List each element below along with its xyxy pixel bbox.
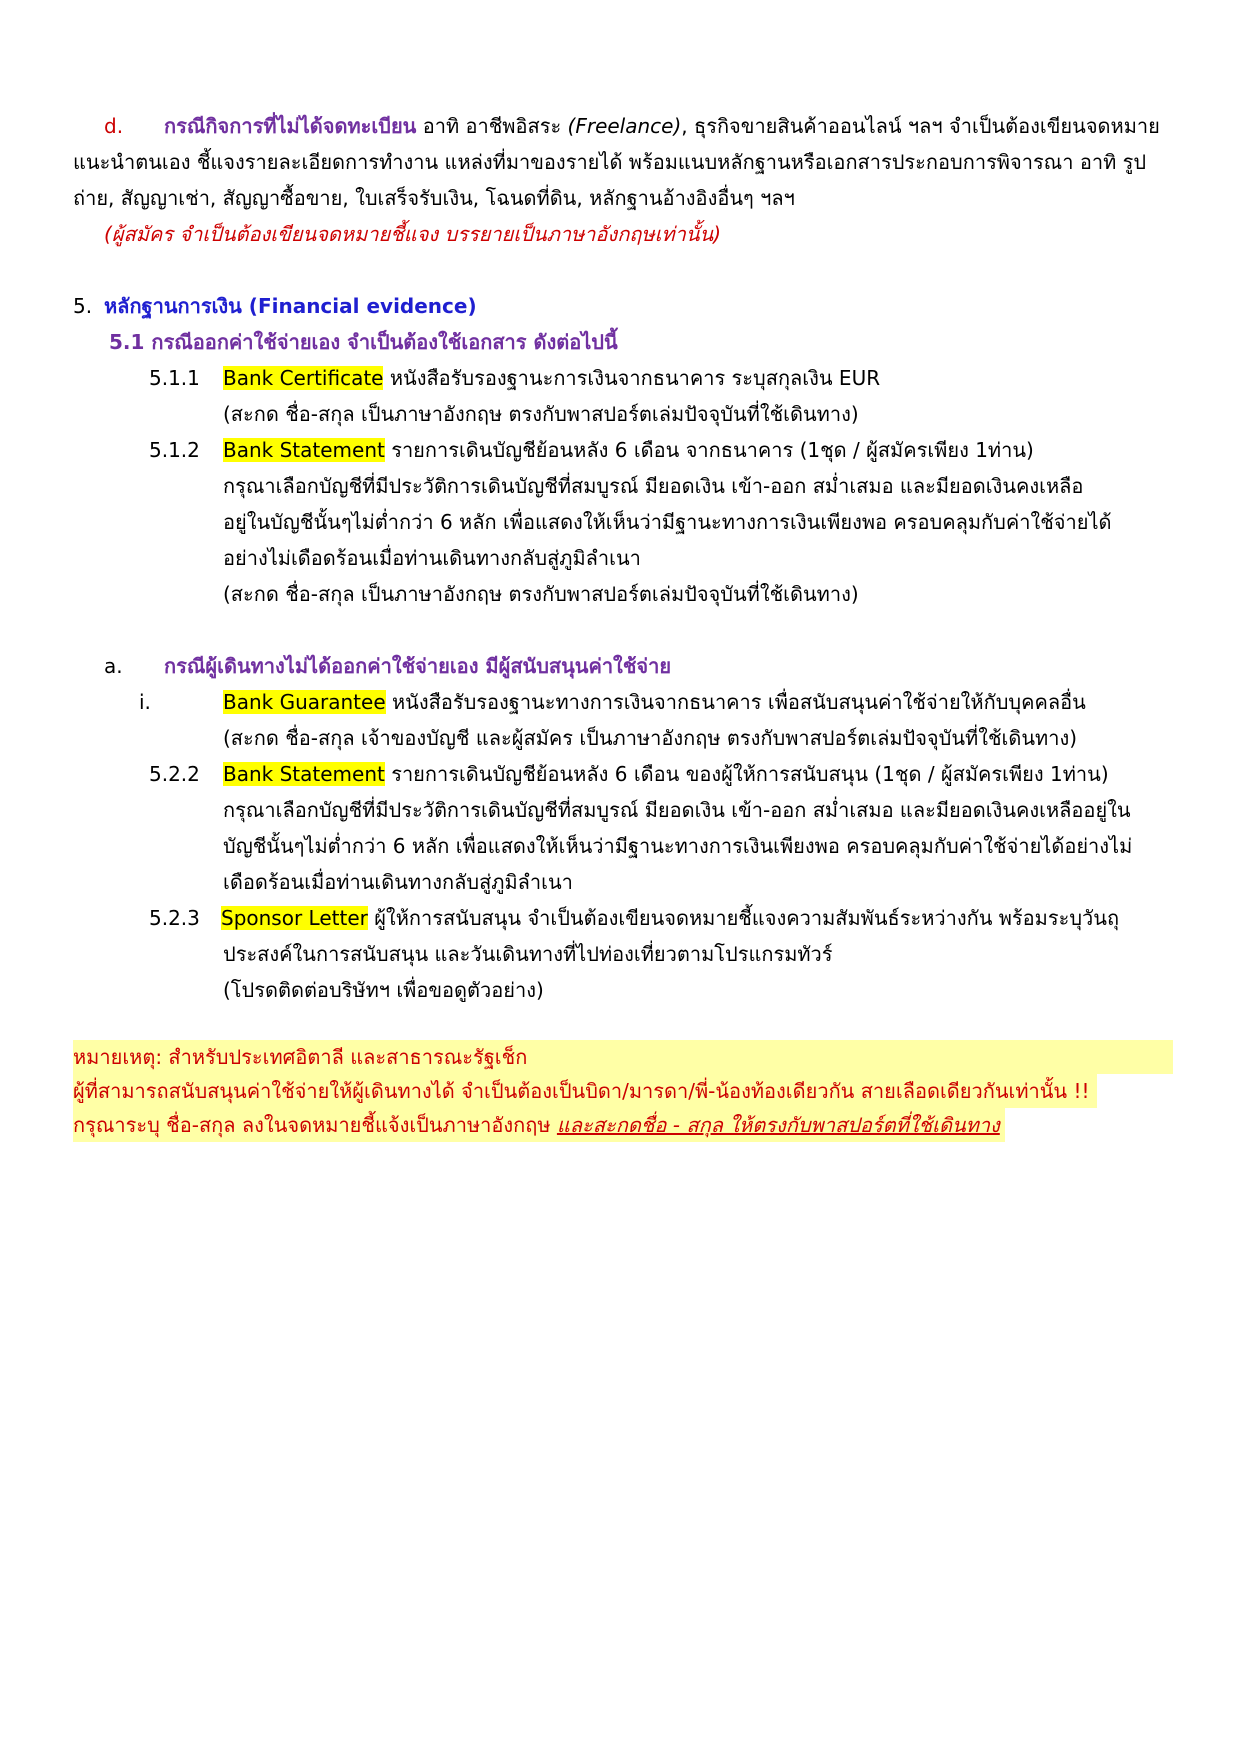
section-5-number: 5. <box>73 294 93 318</box>
section-d-line-3: ถ่าย, สัญญาเช่า, สัญญาซื้อขาย, ใบเสร็จรับเงิน, โฉนดที่ดิน, หลักฐานอ้างอิงอื่นๆ ฯลฯ <box>73 186 795 210</box>
item-5-1-1-highlight: Bank Certificate <box>223 366 384 390</box>
section-5-1-heading: 5.1 กรณีออกค่าใช้จ่ายเอง จำเป็นต้องใช้เอกสาร ดังต่อไปนี้ <box>109 330 618 354</box>
remark-line-3-text: กรุณาระบุ ชื่อ-สกุล ลงในจดหมายชี้แจ้งเป็นภาษาอังกฤษ <box>73 1113 557 1137</box>
section-d-line-2: แนะนำตนเอง ชี้แจงรายละเอียดการทำงาน แหล่งที่มาของรายได้ พร้อมแนบหลักฐานหรือเอกสารประกอบการพิจารณา อาทิ รูป <box>73 150 1147 174</box>
item-5-2-3-highlight: Sponsor Letter <box>221 906 368 930</box>
item-5-2-1-text: หนังสือรับรองฐานะทางการเงินจากธนาคาร เพื่อสนับสนุนค่าใช้จ่ายให้กับบุคคลอื่น <box>385 690 1086 714</box>
remark-line-1: หมายเหตุ: สำหรับประเทศอิตาลี และสาธารณะรัฐเช็ก <box>73 1045 528 1069</box>
item-5-1-2-line-3: อยู่ในบัญชีนั้นๆไม่ต่ำกว่า 6 หลัก เพื่อแสดงให้เห็นว่ามีฐานะทางการเงินเพียงพอ ครอบคลุมกับค่าใช้จ่ายได้ <box>223 510 1112 534</box>
item-5-1-2-line-1 <box>223 435 1034 465</box>
item-5-2-2-text: รายการเดินบัญชีย้อนหลัง 6 เดือน ของผู้ให้การสนับสนุน (1ชุด / ผู้สมัครเพียง 1ท่าน) <box>384 762 1109 786</box>
item-5-1-1-number: 5.1.1 <box>149 366 200 390</box>
section-d-text-pre: อาทิ อาชีพอิสระ <box>416 114 568 138</box>
item-5-1-2-line-4: อย่างไม่เดือดร้อนเมื่อท่านเดินทางกลับสู่ภูมิลำเนา <box>223 546 641 570</box>
item-5-2-3-text: ผู้ให้การสนับสนุน จำเป็นต้องเขียนจดหมายชี้แจงความสัมพันธ์ระหว่างกัน พร้อมระบุวันถุ <box>367 906 1120 930</box>
item-5-1-1-line-2: (สะกด ชื่อ-สกุล เป็นภาษาอังกฤษ ตรงกับพาสปอร์ตเล่มปัจจุบันที่ใช้เดินทาง) <box>223 402 859 426</box>
section-d-heading: กรณีกิจการที่ไม่ได้จดทะเบียน <box>164 114 417 138</box>
section-d-text-italic: (Freelance) <box>567 114 682 138</box>
remark-line-3-emphasis: และสะกดชื่อ - สกุล ให้ตรงกับพาสปอร์ตที่ใช้เดินทาง <box>556 1113 1000 1137</box>
item-5-1-2-line-2: กรุณาเลือกบัญชีที่มีประวัติการเดินบัญชีที่สมบูรณ์ มียอดเงิน เข้า-ออก สม่ำเสมอ และมียอดเงินคงเหลือ <box>223 474 1084 498</box>
item-5-2-1-line-2: (สะกด ชื่อ-สกุล เจ้าของบัญชี และผู้สมัคร เป็นภาษาอังกฤษ ตรงกับพาสปอร์ตเล่มปัจจุบันที่ใช้เดินทาง) <box>223 726 1078 750</box>
remark-line-2: ผู้ที่สามารถสนับสนุนค่าใช้จ่ายให้ผู้เดินทางได้ จำเป็นต้องเป็นบิดา/มารดา/พี่-น้องท้องเดียวกัน สายเลือดเดียวกันเท่านั้น !! <box>73 1079 1090 1103</box>
section-a-heading: กรณีผู้เดินทางไม่ได้ออกค่าใช้จ่ายเอง มีผู้สนับสนุนค่าใช้จ่าย <box>164 654 672 678</box>
section-d-text-post: , ธุรกิจขายสินค้าออนไลน์ ฯลฯ จำเป็นต้องเขียนจดหมาย <box>681 114 1160 138</box>
item-5-1-1-line-1 <box>223 363 880 393</box>
item-5-2-2-line-2: กรุณาเลือกบัญชีที่มีประวัติการเดินบัญชีที่สมบูรณ์ มียอดเงิน เข้า-ออก สม่ำเสมอ และมียอดเงินคงเหลืออยู่ใน <box>223 798 1131 822</box>
item-5-1-2-line-5: (สะกด ชื่อ-สกุล เป็นภาษาอังกฤษ ตรงกับพาสปอร์ตเล่มปัจจุบันที่ใช้เดินทาง) <box>223 582 859 606</box>
section-a-marker: a. <box>104 654 123 678</box>
item-5-2-1-highlight: Bank Guarantee <box>223 690 386 714</box>
item-5-2-2-line-4: เดือดร้อนเมื่อท่านเดินทางกลับสู่ภูมิลำเนา <box>223 870 573 894</box>
remark-line-3 <box>73 1110 1000 1140</box>
item-5-2-2-highlight: Bank Statement <box>223 762 385 786</box>
item-5-1-2-text: รายการเดินบัญชีย้อนหลัง 6 เดือน จากธนาคาร (1ชุด / ผู้สมัครเพียง 1ท่าน) <box>384 438 1034 462</box>
item-5-2-3-number: 5.2.3 <box>149 906 200 930</box>
item-5-2-2-number: 5.2.2 <box>149 762 200 786</box>
item-5-1-2-number: 5.1.2 <box>149 438 200 462</box>
item-5-2-3-line-2: ประสงค์ในการสนับสนุน และวันเดินทางที่ไปท่องเที่ยวตามโปรแกรมทัวร์ <box>223 942 833 966</box>
item-5-2-3-line-3: (โปรดติดต่อบริษัทฯ เพื่อขอดูตัวอย่าง) <box>223 978 544 1002</box>
item-5-1-1-text: หนังสือรับรองฐานะการเงินจากธนาคาร ระบุสกุลเงิน EUR <box>383 366 881 390</box>
item-5-2-2-line-3: บัญชีนั้นๆไม่ต่ำกว่า 6 หลัก เพื่อแสดงให้เห็นว่ามีฐานะทางการเงินเพียงพอ ครอบคลุมกับค่าใช้จ่ายได้อย่างไม่ <box>223 834 1133 858</box>
item-5-2-1-number: i. <box>139 690 151 714</box>
item-5-2-2-line-1 <box>223 759 1109 789</box>
item-5-1-2-highlight: Bank Statement <box>223 438 385 462</box>
section-d-marker: d. <box>104 114 124 138</box>
section-d-line-1 <box>164 111 1160 141</box>
section-d-note: (ผู้สมัคร จำเป็นต้องเขียนจดหมายชี้แจง บรรยายเป็นภาษาอังกฤษเท่านั้น) <box>104 222 721 246</box>
item-5-2-1-line-1 <box>223 687 1086 717</box>
item-5-2-3-line-1 <box>221 903 1119 933</box>
section-5-title: หลักฐานการเงิน (Financial evidence) <box>104 294 477 318</box>
